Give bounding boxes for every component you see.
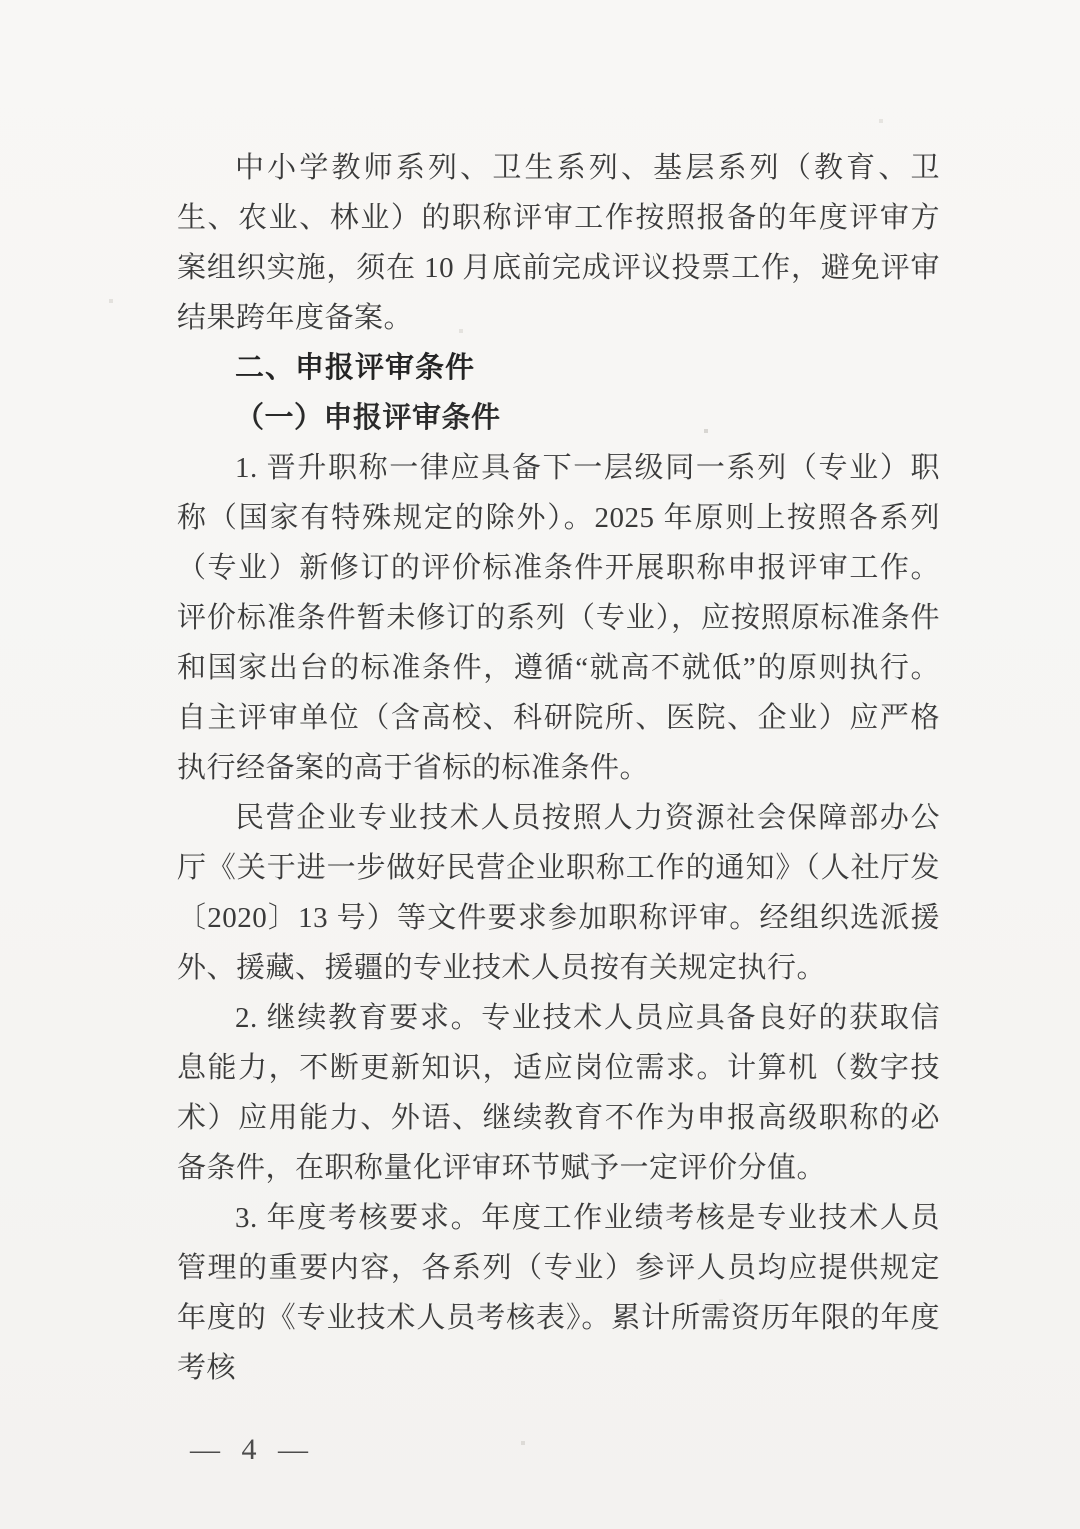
subsection-heading-1: （一）申报评审条件 [235, 402, 501, 434]
page-number: — 4 — [190, 1433, 310, 1466]
paragraph-item3-annual-assessment: 3. 年度考核要求。年度工作业绩考核是专业技术人员管理的重要内容，各系列（专业）参评人员均应提供规定年度的《专业技术人员考核表》。累计所需资历年限的年度考核 [177, 1202, 940, 1384]
page-footer [190, 1426, 310, 1474]
scan-noise-specks [0, 0, 2, 2]
section-heading-2: 二、申报评审条件 [235, 352, 476, 384]
paragraph-private-enterprise: 民营企业专业技术人员按照人力资源社会保障部办公厅《关于进一步做好民营企业职称工作的通知》（人社厅发〔2020〕13 号）等文件要求参加职称评审。经组织选派援外、援藏、援疆的专业技术人员按有关规定执行。 [177, 802, 940, 984]
paragraph-series-review: 中小学教师系列、卫生系列、基层系列（教育、卫生、农业、林业）的职称评审工作按照报备的年度评审方案组织实施，须在 10 月底前完成评议投票工作，避免评审结果跨年度备案。 [177, 152, 940, 334]
paragraph-item1-title-promotion: 1. 晋升职称一律应具备下一层级同一系列（专业）职称（国家有特殊规定的除外）。2025 年原则上按照各系列（专业）新修订的评价标准条件开展职称申报评审工作。评价标准条件暂未修订的系列（专业），应按照原标准条件和国家出台的标准条件，遵循“就高不就低”的原则执行。自主评审单位（含高校、科研院所、医院、企业）应严格执行经备案的高于省标的标准条件。 [177, 452, 940, 784]
document-text-column [177, 143, 940, 1393]
paragraph-item2-continuing-education: 2. 继续教育要求。专业技术人员应具备良好的获取信息能力，不断更新知识，适应岗位需求。计算机（数字技术）应用能力、外语、继续教育不作为申报高级职称的必备条件，在职称量化评审环节赋予一定评价分值。 [177, 1002, 940, 1184]
